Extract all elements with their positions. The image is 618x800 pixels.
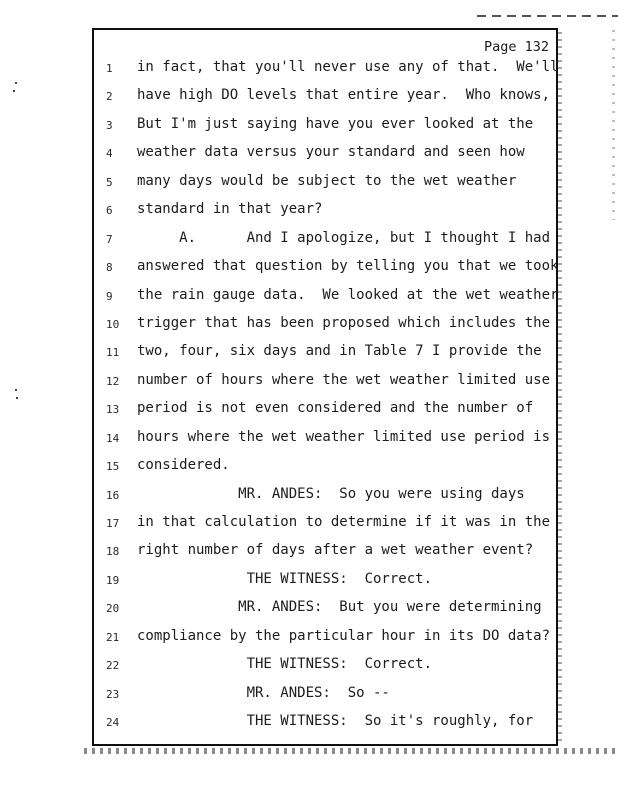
line-text: MR. ANDES: But you were determining bbox=[137, 599, 542, 616]
transcript-line bbox=[94, 341, 556, 369]
line-number: 1 bbox=[106, 62, 113, 75]
line-text: But I'm just saying have you ever looked at the bbox=[137, 115, 534, 132]
line-number: 17 bbox=[106, 517, 120, 530]
line-number: 14 bbox=[106, 431, 120, 445]
line-number: 2 bbox=[106, 90, 113, 104]
page-number-header: Page 132 bbox=[483, 39, 549, 55]
transcript-line bbox=[94, 142, 556, 170]
scan-speck bbox=[15, 389, 17, 391]
transcript-line bbox=[94, 683, 556, 711]
line-number: 8 bbox=[106, 261, 113, 275]
line-text: two, four, six days and in Table 7 I provide the bbox=[137, 343, 542, 360]
transcript-line bbox=[94, 370, 556, 398]
line-number: 13 bbox=[106, 403, 120, 417]
line-text: MR. ANDES: So you were using days bbox=[137, 485, 525, 502]
line-text: standard in that year? bbox=[137, 201, 323, 218]
scan-artifact-right-margin bbox=[612, 30, 615, 220]
line-number: 15 bbox=[106, 460, 120, 474]
line-text: hours where the wet weather limited use period is bbox=[137, 428, 551, 445]
transcript-line bbox=[94, 654, 556, 682]
line-number: 21 bbox=[106, 630, 120, 644]
line-number: 10 bbox=[106, 317, 120, 331]
line-number: 7 bbox=[106, 232, 113, 246]
transcript-line bbox=[94, 398, 556, 426]
line-number: 4 bbox=[106, 147, 113, 161]
transcript-line bbox=[94, 114, 556, 142]
scan-artifact-bottom-edge bbox=[84, 748, 616, 754]
line-number: 11 bbox=[106, 346, 120, 360]
line-text: in that calculation to determine if it was in the bbox=[137, 514, 551, 530]
transcript-line bbox=[94, 540, 556, 568]
line-text: answered that question by telling you that we took bbox=[137, 258, 559, 275]
line-text: period is not even considered and the number of bbox=[137, 400, 534, 417]
transcript-line bbox=[94, 512, 556, 540]
line-number: 6 bbox=[106, 204, 113, 218]
page-border-frame bbox=[92, 28, 558, 746]
line-text: weather data versus your standard and seen how bbox=[137, 144, 525, 161]
transcript-line bbox=[94, 569, 556, 597]
transcript-line bbox=[94, 427, 556, 455]
transcript-line bbox=[94, 171, 556, 199]
scan-artifact-top-dashes bbox=[477, 15, 618, 17]
line-text: many days would be subject to the wet weather bbox=[137, 172, 517, 189]
line-text: THE WITNESS: Correct. bbox=[137, 570, 433, 587]
line-text: considered. bbox=[137, 457, 230, 474]
transcript-line bbox=[94, 199, 556, 227]
line-number: 22 bbox=[106, 659, 120, 673]
line-text: have high DO levels that entire year. Who knows, bbox=[137, 87, 551, 104]
transcript-line bbox=[94, 626, 556, 654]
scan-speck bbox=[15, 82, 17, 84]
transcript-body bbox=[94, 57, 559, 740]
line-number: 19 bbox=[106, 573, 120, 587]
transcript-line bbox=[94, 256, 559, 284]
transcript-line bbox=[94, 597, 556, 625]
line-text: MR. ANDES: So -- bbox=[137, 684, 390, 701]
transcript-line bbox=[94, 711, 556, 739]
line-number: 3 bbox=[106, 118, 113, 132]
line-text: trigger that has been proposed which includes the bbox=[137, 314, 551, 331]
line-text: the rain gauge data. We looked at the wet weather bbox=[137, 286, 559, 303]
line-number: 18 bbox=[106, 545, 120, 559]
line-text: number of hours where the wet weather limited use bbox=[137, 371, 551, 388]
scan-artifact-right-edge bbox=[558, 32, 562, 744]
line-number: 23 bbox=[106, 687, 120, 701]
line-text: THE WITNESS: Correct. bbox=[137, 656, 433, 673]
line-number: 5 bbox=[106, 175, 113, 189]
line-text: in fact, that you'll never use any of that. We'll bbox=[137, 59, 559, 75]
line-number: 9 bbox=[106, 289, 113, 303]
line-number: 12 bbox=[106, 374, 120, 388]
transcript-line bbox=[94, 455, 556, 483]
scan-speck bbox=[13, 90, 15, 92]
transcript-line bbox=[94, 57, 559, 85]
transcript-line bbox=[94, 484, 556, 512]
line-number: 24 bbox=[106, 716, 120, 730]
line-text: right number of days after a wet weather event? bbox=[137, 542, 534, 559]
line-number: 16 bbox=[106, 488, 120, 502]
transcript-line bbox=[94, 285, 559, 313]
line-text: A. And I apologize, but I thought I had bbox=[137, 229, 551, 246]
scan-speck bbox=[16, 397, 18, 399]
transcript-line bbox=[94, 228, 556, 256]
transcript-line bbox=[94, 313, 556, 341]
transcript-line bbox=[94, 85, 556, 113]
line-text: THE WITNESS: So it's roughly, for bbox=[137, 713, 534, 730]
line-text: compliance by the particular hour in its DO data? bbox=[137, 627, 551, 644]
line-number: 20 bbox=[106, 602, 120, 616]
